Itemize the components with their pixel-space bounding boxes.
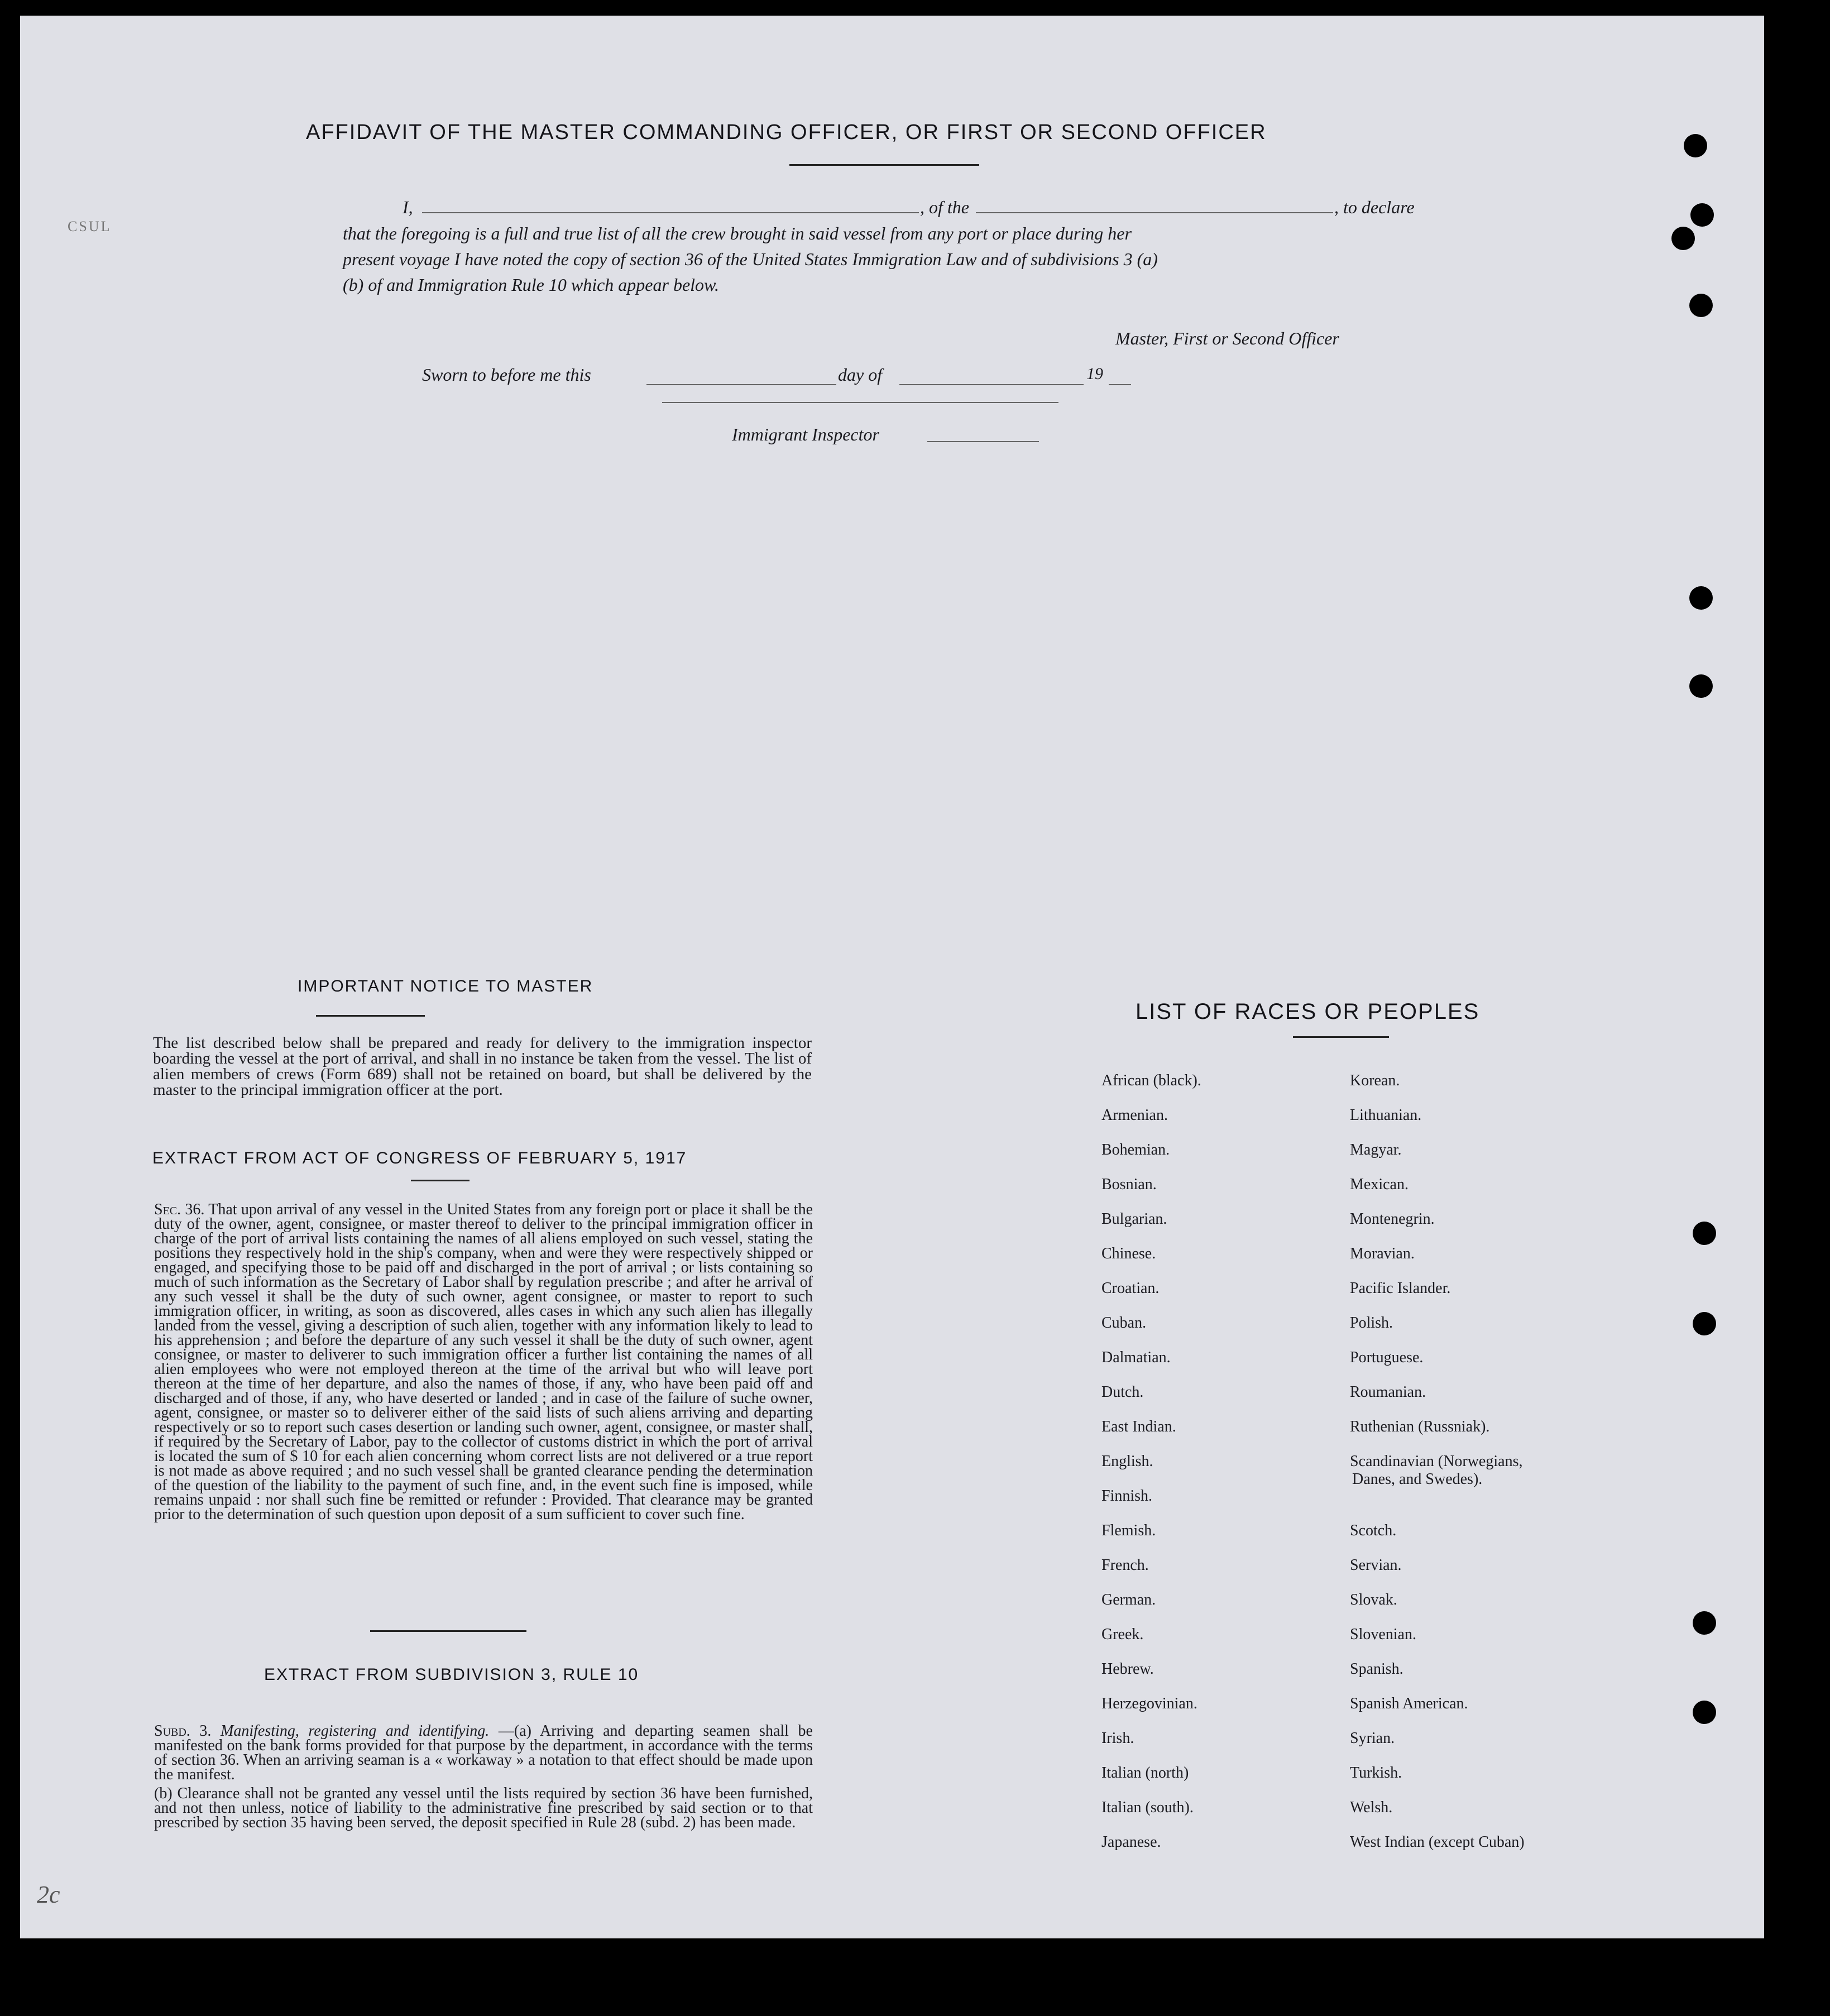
affidavit-title: AFFIDAVIT OF THE MASTER COMMANDING OFFICER, OR FIRST OR SECOND OFFICER [306, 121, 1267, 144]
race-item: Scotch. [1350, 1522, 1397, 1539]
race-item: English. [1101, 1453, 1153, 1470]
race-item: Armenian. [1101, 1107, 1168, 1124]
affidavit-line-1: that the foregoing is a full and true list of all the crew brought in said vessel from any port or place during her [343, 223, 1132, 243]
race-item: Bulgarian. [1101, 1210, 1167, 1228]
margin-stamp: CSUL [68, 218, 112, 234]
race-item: Croatian. [1101, 1280, 1160, 1297]
year-fill-line[interactable] [1109, 384, 1131, 385]
rule-title: EXTRACT FROM SUBDIVISION 3, RULE 10 [264, 1665, 639, 1684]
binder-hole [1684, 134, 1707, 157]
vessel-fill-line[interactable] [976, 212, 1333, 213]
race-item: Scandinavian (Norwegians, [1350, 1453, 1523, 1470]
inspector-sign-line[interactable] [662, 402, 1058, 403]
race-item: Italian (north) [1101, 1764, 1189, 1782]
binder-hole [1690, 203, 1714, 227]
act-body: That upon arrival of any vessel in the United States from any foreign port or place it shall be the duty of the owner, agent, consignee, or master thereof to deliver to the principal immigration officer in charge of the port of arrival lists containing the names of all aliens employed on such vessel, stating the positions they respectively hold in the ship's company, when and were they were respectively shipped or engaged, and specifying those to be paid off and discharged in the port of arrival ; or lists containing so much of such information as the Secretary of Labor shall by regulation prescribe ; and after he arrival of any such vessel it shall be the duty of such owner, agent consignee, or master to report to such immigration officer, in writing, as soon as discovered, alles cases in which any such alien has illegally landed from the vessel, giving a description of such alien, together with any information likely to lead to his apprehension ; and before the departure of any such vessel it shall be the duty of such owner, agent consignee, or master to deliverer to such immigration officer a further list containing the names of all alien employees who were not employed thereon at the time of the arrival but who will leave port thereon at the time of her departure, and also the names of those, if any, who have been paid off and discharged and of those, if any, who have deserted or landed ; and in case of the failure of suche owner, agent, consignee, or master so to deliverer either of the said lists of such aliens arriving and departing respectively or so to report such cases desertion or landing such owner, agent, consignee, or master shall, if required by the Secretary of Labor, pay to the collector of customs district in which the port of arrival is located the sum of $ 10 for each alien concerning whom correct lists are not delivered or a true report is not made as above required ; and no such vessel shall be granted clearance pending the determination of the question of the liability to the payment of such fine, and, in the event such fine is imposed, while remains unpaid : nor shall such fine be remitted or refunder : Provided. That clearance may be granted prior to the determination of such question upon deposit of a sum sufficient to cover such fine. [154, 1201, 813, 1523]
race-item: Danes, and Swedes). [1352, 1471, 1483, 1488]
rule-para-a-text: —(a) Arriving and departing seamen shall be manifested on the bank forms provided for that purpose by the department, in accordance with the terms of section 36. When an arriving seaman is a « workaway » a notation to that effect should be made upon the manifest. [154, 1722, 813, 1783]
race-item: Bohemian. [1101, 1141, 1170, 1158]
name-fill-line[interactable] [422, 212, 919, 213]
race-item: Turkish. [1350, 1764, 1402, 1782]
race-item: Slovak. [1350, 1591, 1397, 1608]
notice-title: IMPORTANT NOTICE TO MASTER [298, 977, 593, 995]
race-item: Lithuanian. [1350, 1107, 1422, 1124]
race-item: Chinese. [1101, 1245, 1156, 1262]
notice-rule [316, 1015, 425, 1017]
race-item: Slovenian. [1350, 1626, 1416, 1643]
race-item: Servian. [1350, 1557, 1402, 1574]
race-item: Pacific Islander. [1350, 1280, 1451, 1297]
affidavit-to-declare: , to declare [1334, 197, 1415, 217]
document-page [20, 16, 1764, 1938]
race-item: East Indian. [1101, 1418, 1176, 1435]
race-item: Welsh. [1350, 1799, 1393, 1816]
act-rule [411, 1180, 470, 1181]
race-item: Syrian. [1350, 1730, 1395, 1747]
month-fill-line[interactable] [899, 384, 1084, 385]
race-item: Ruthenian (Russniak). [1350, 1418, 1490, 1435]
affidavit-line-3: (b) of and Immigration Rule 10 which appear below. [343, 275, 719, 295]
binder-hole [1689, 586, 1713, 610]
race-item: Italian (south). [1101, 1799, 1194, 1816]
act-sec-label: Sec. 36. [154, 1201, 205, 1218]
act-text [154, 1203, 813, 1522]
binder-hole [1671, 227, 1695, 250]
race-item: Finnish. [1101, 1487, 1153, 1505]
affidavit-line-2: present voyage I have noted the copy of section 36 of the United States Immigration Law and of subdivisions 3 (a) [343, 249, 1158, 269]
act-title: EXTRACT FROM ACT OF CONGRESS OF FEBRUARY 5, 1917 [152, 1149, 687, 1167]
binder-hole [1693, 1701, 1716, 1724]
race-item: Dalmatian. [1101, 1349, 1171, 1366]
act-end-rule [370, 1630, 526, 1632]
race-item: Japanese. [1101, 1833, 1161, 1851]
rule-subd-label: Subd. 3. [154, 1722, 212, 1740]
race-item: Moravian. [1350, 1245, 1415, 1262]
race-item: French. [1101, 1557, 1149, 1574]
race-item: Spanish American. [1350, 1695, 1468, 1712]
binder-hole [1689, 674, 1713, 698]
rule-subd-heading: Manifesting, registering and identifying. [221, 1722, 490, 1740]
affidavit-i: I, [403, 197, 413, 217]
binder-hole [1693, 1222, 1716, 1245]
race-item: Mexican. [1350, 1176, 1409, 1193]
race-item: African (black). [1101, 1072, 1201, 1089]
race-item: Flemish. [1101, 1522, 1156, 1539]
race-item: Irish. [1101, 1730, 1134, 1747]
race-item: German. [1101, 1591, 1156, 1608]
race-item: Greek. [1101, 1626, 1144, 1643]
race-item: Dutch. [1101, 1383, 1144, 1401]
rule-para-b: (b) Clearance shall not be granted any vessel until the lists required by section 36 have been furnished, and not then unless, notice of liability to the administrative fine prescribed by said section or to that prescribed by section 35 having been served, the deposit specified in Rule 28 (subd. 2) has been made. [154, 1785, 813, 1831]
day-of-label: day of [838, 365, 883, 385]
binder-hole [1689, 294, 1713, 317]
year-label: 19 [1086, 365, 1103, 383]
race-item: Hebrew. [1101, 1660, 1154, 1678]
race-item: West Indian (except Cuban) [1350, 1833, 1525, 1851]
sworn-day-fill-line[interactable] [646, 384, 836, 385]
race-item: Portuguese. [1350, 1349, 1424, 1366]
race-item: Korean. [1350, 1072, 1400, 1089]
affidavit-of-the: , of the [920, 197, 969, 217]
race-item: Polish. [1350, 1314, 1393, 1332]
race-item: Montenegrin. [1350, 1210, 1435, 1228]
master-officer-label: Master, First or Second Officer [1115, 328, 1339, 348]
race-item: Cuban. [1101, 1314, 1147, 1332]
race-item: Spanish. [1350, 1660, 1403, 1678]
inspector-label: Immigrant Inspector [732, 424, 879, 444]
sworn-label: Sworn to before me this [422, 365, 591, 385]
binder-hole [1693, 1611, 1716, 1635]
rule-para-a [154, 1724, 813, 1782]
race-item: Herzegovinian. [1101, 1695, 1197, 1712]
race-item: Roumanian. [1350, 1383, 1426, 1401]
inspector-fill-line[interactable] [927, 441, 1039, 442]
race-item: Magyar. [1350, 1141, 1402, 1158]
races-rule [1293, 1036, 1389, 1038]
notice-text: The list described below shall be prepared and ready for delivery to the immigration inspector boarding the vessel at the port of arrival, and shall in no instance be taken from the vessel. The list of alien members of crews (Form 689) shall not be retained on board, but shall be delivered by the master to the principal immigration officer at the port. [153, 1034, 812, 1099]
binder-hole [1693, 1312, 1716, 1335]
corner-mark: 2c [37, 1881, 60, 1908]
title-rule [789, 164, 979, 166]
races-title: LIST OF RACES OR PEOPLES [1136, 999, 1480, 1024]
race-item: Bosnian. [1101, 1176, 1157, 1193]
